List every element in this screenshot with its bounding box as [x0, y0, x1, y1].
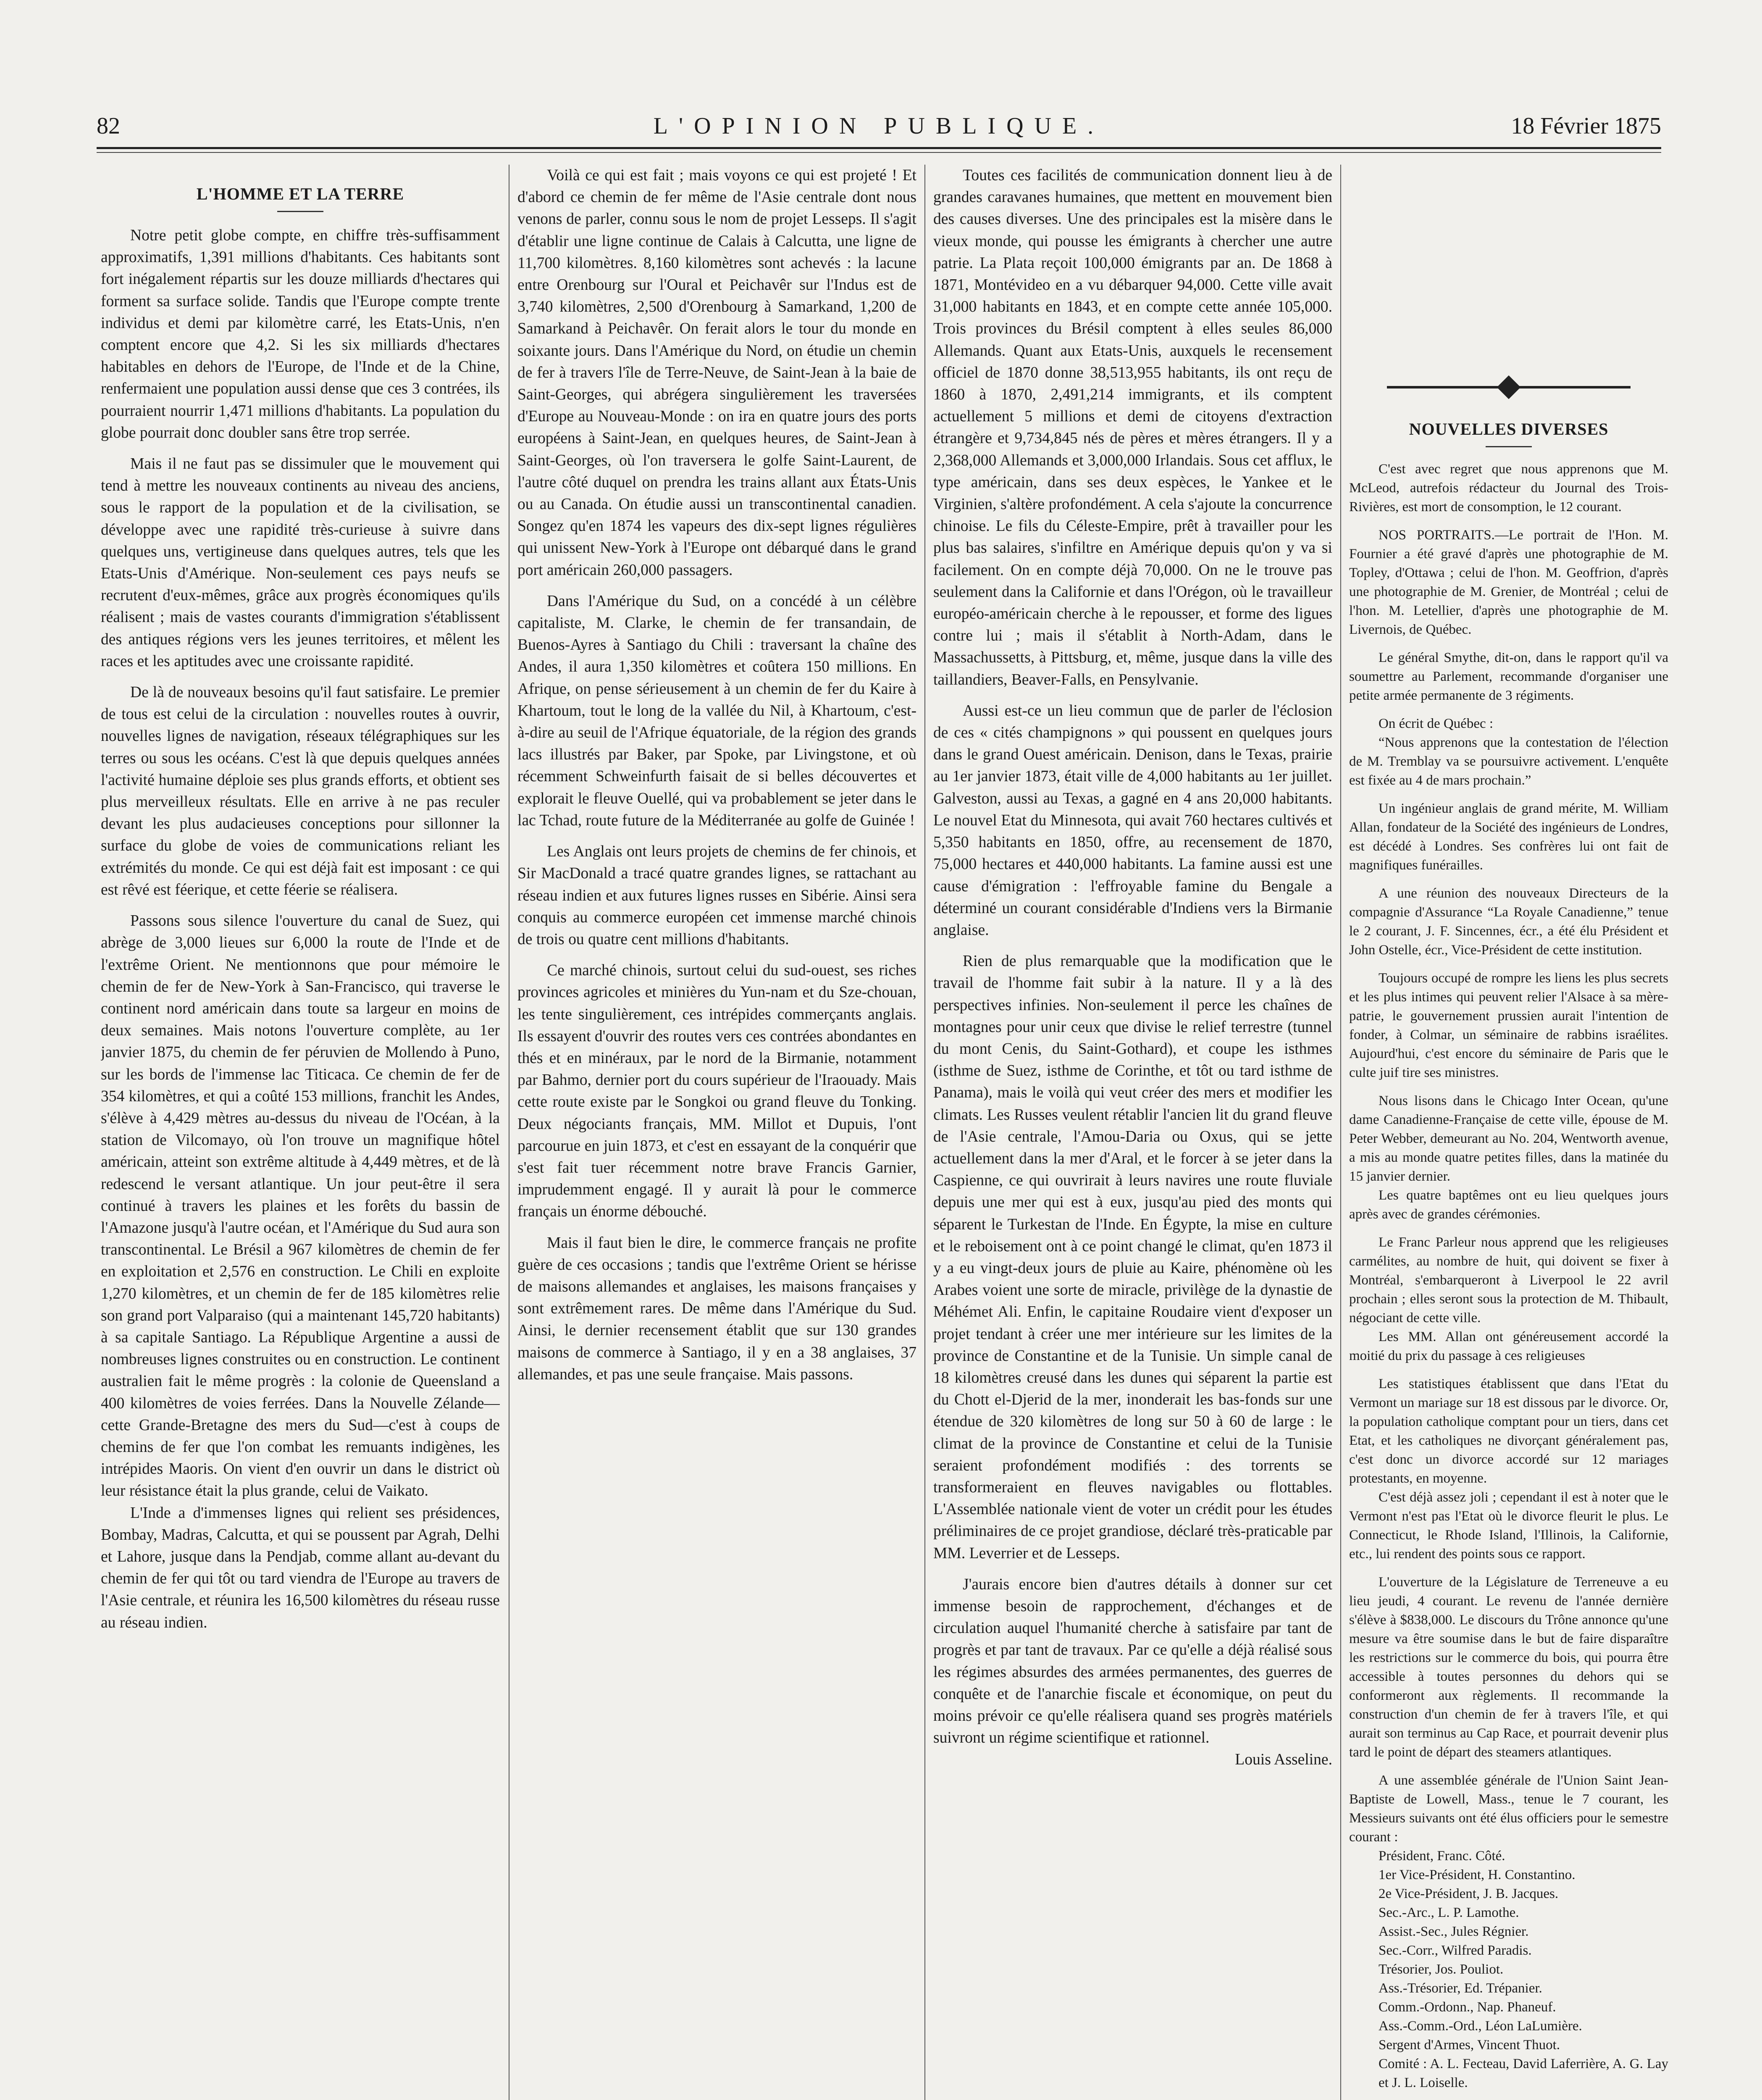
column-3	[933, 165, 1332, 2100]
article-paragraph: Les Anglais ont leurs projets de chemins de fer chinois, et Sir MacDonald a tracé quatre grandes lignes, se rattachant au réseau indien et aux futures lignes russes en Sibérie. Ainsi sera conquis au commerce européen cet immense marché chinois de trois ou quatre cent millions d'habitants.	[517, 843, 916, 948]
officer-entry: Ass.-Trésorier, Ed. Trépanier.	[1379, 1981, 1542, 1996]
news-item: L'ouverture de la Législature de Terreneuve a eu lieu jeudi, 4 courant. Le revenu de l'année dernière s'élève à $838,000. Le discours du Trône annonce qu'une mesure va être soumise dans le but de faire disparaître les restrictions sur le commerce du bois, qui pourra être accessible à toutes personnes du dehors qui se conformeront aux règlements. Il recommande la construction d'un chemin de fer à travers l'île, et qui aurait son terminus au Cap Race, et pourrait devenir plus tard le point de départ des steamers atlantiques.	[1349, 1575, 1668, 1760]
column-divider	[924, 165, 925, 2100]
officer-entry: 2e Vice-Président, J. B. Jacques.	[1379, 1886, 1559, 1901]
column-2	[517, 165, 916, 2100]
article-paragraph: Rien de plus remarquable que la modification que le travail de l'homme fait subir à la nature. Il y a là des perspectives infinies. Non-seulement il perce les chaînes de montagnes pour unir ceux que divise le relief terrestre (tunnel du mont Cenis, du Saint-Gothard), et coupe les isthmes (isthme de Suez, isthme de Corinthe, et tôt ou tard isthme de Panama), mais le voilà qui veut créer des mers et modifier les climats. Les Russes veulent rétablir l'ancien lit du grand fleuve de l'Asie centrale, l'Amou-Daria ou Oxus, qui se jette actuellement dans la mer d'Aral, et le forcer à se jeter dans la Caspienne, ce qui ouvrirait à leurs navires une route fluviale depuis une mer qui est à eux, jusqu'au pied des monts qui séparent le Turkestan de l'Inde. En Égypte, la mise en culture et le reboisement ont à ce point changé le climat, qu'en 1873 il y a eu vingt-deux jours de pluie au Kaire, phénomène où les Arabes voient une sorte de miracle, privilège de la dynastie de Méhémet Ali. Enfin, le capitaine Roudaire vient d'exposer un projet tendant à créer une mer intérieure sur les limites de la province de Constantine et de la Tunisie. Un simple canal de 18 kilomètres creusé dans les dunes qui séparent la partie est du Chott el-Djerid de la mer, inonderait les bas-fonds sur une étendue de 320 kilomètres de long sur 50 à 60 de large : le climat de la province de Constantine et celui de la Tunisie seraient profondément modifiés : des torrents se transformeraient en fleuves navigables ou flottables. L'Assemblée nationale vient de voter un crédit pour les études préliminaires de ce projet grandiose, déclaré très-praticable par MM. Leverrier et de Lesseps.	[933, 953, 1332, 1562]
article-title: L'HOMME ET LA TERRE	[196, 184, 404, 203]
news-item: On écrit de Québec :	[1379, 716, 1494, 731]
article-paragraph: Passons sous silence l'ouverture du canal de Suez, qui abrège de 3,000 lieues sur 6,000 la route de l'Inde et de l'extrême Orient. Ne mentionnons que pour mémoire le chemin de fer de New-York à San-Francisco, qui traverse le continent nord américain dans toute sa largeur en moins de deux semaines. Mais notons l'ouverture complète, au 1er janvier 1875, du chemin de fer péruvien de Mollendo à Puno, sur les bords de l'immense lac Titicaca. Ce chemin de fer de 354 kilomètres, et qui a coûté 153 millions, franchit les Andes, s'élève à 4,429 mètres au-dessus du niveau de l'Océan, à la station de Vilcomayo, où l'on trouve un magnifique hôtel américain, atteint son extrême altitude à 4,449 mètres, et de là redescend le versant atlantique. Un jour peut-être il sera continué à travers les plaines et les forêts du bassin de l'Amazone jusqu'à l'autre océan, et l'Amérique du Sud aura son transcontinental. Le Brésil a 967 kilomètres de chemin de fer en exploitation et 2,576 en construction. Le Chili en exploite 1,270 kilomètres, et un chemin de fer de 185 kilomètres relie son grand port Valparaiso (qui a maintenant 145,720 habitants) à sa capitale Santiago. La République Argentine a aussi de nombreuses lignes construites ou en construction. Le continent australien fait le même progrès : la colonie de Queensland a 400 kilomètres de voies ferrées. Dans la Nouvelle Zélande—cette Grande-Bretagne des mers du Sud—c'est à coups de chemins de fer que l'on combat les remuants indigènes, les intrépides Maoris. On vient d'en ouvrir un dans le district où leur résistance était la plus grande, celui de Vaikato.	[101, 912, 500, 1500]
news-item: Les statistiques établissent que dans l'Etat du Vermont un mariage sur 18 est dissous par le divorce. Or, la population catholique comptant pour un tiers, dans cet Etat, et les catholiques ne divorçant généralement pas, c'est donc un divorce accordé sur 12 mariages protestants, en moyenne.	[1349, 1376, 1668, 1486]
masthead	[97, 113, 1661, 150]
column-divider	[1340, 165, 1341, 2100]
masthead-rule-thin	[97, 152, 1661, 153]
title-rule	[277, 211, 323, 212]
section-ornament	[1349, 375, 1668, 400]
article-paragraph: Toutes ces facilités de communication donnent lieu à de grandes caravanes humaines, que mettent en mouvement bien des causes diverses. Une des principales est la misère dans le vieux monde, qui pousse les émigrants à chercher une autre patrie. La Plata reçoit 100,000 émigrants par an. De 1868 à 1871, Montévideo en a vu débarquer 94,000. Cette ville avait 31,000 habitants en 1843, et en compte cette année 105,000. Trois provinces du Brésil comptent à elles seules 86,000 Allemands. Quant aux Etats-Unis, auxquels le recensement officiel de 1870 donne 38,513,955 habitants, ils ont reçu de 1860 à 1870, 2,491,214 immigrants, et ils comptent actuellement 5 millions et demi de citoyens d'extraction étrangère et 9,734,845 nés de pères et mères étrangers. Il y a 2,368,000 Allemands et 3,000,000 Irlandais. Sous cet afflux, le type américain, dans ses deux espèces, le Yankee et le Virginien, s'altère profondément. A cela s'ajoute la concurrence chinoise. Le fils du Céleste-Empire, prêt à travailler pour les plus bas salaires, s'infiltre en Amérique depuis qu'on y va si facilement. On en compte déjà 70,000. On ne le trouve pas seulement dans la Californie et dans l'Orégon, où le travailleur européo-américain cherche à le repousser, et forme des ligues contre lui ; mais il s'établit à North-Adam, dans le Massachussetts, à Pittsburg, et, même, jusque dans la ville des taillandiers, Beaver-Falls, en Pensylvanie.	[933, 167, 1332, 688]
news-item: NOS PORTRAITS.—Le portrait de l'Hon. M. Fournier a été gravé d'après une photographie de M. Topley, d'Ottawa ; celui de l'hon. M. Geoffrion, d'après une photographie de M. Grenier, de Montréal ; celui de l'hon. M. Letellier, d'après une photographie de M. Livernois, de Québec.	[1349, 528, 1668, 637]
article-paragraph: Mais il faut bien le dire, le commerce français ne profite guère de ces occasions ; tandis que l'extrême Orient se hérisse de maisons allemandes et anglaises, les maisons françaises y sont extrêmement rares. De même dans l'Amérique du Sud. Ainsi, le dernier recensement établit que sur 130 grandes maisons de commerce à Santiago, il y en a 38 anglaises, 37 allemandes, et pas une seule française. Mais passons.	[517, 1234, 916, 1383]
title-rule	[1486, 446, 1532, 447]
officer-list	[1349, 1847, 1668, 2092]
officer-entry: 1er Vice-Président, H. Constantino.	[1379, 1867, 1576, 1882]
article-paragraph: Mais il ne faut pas se dissimuler que le mouvement qui tend à mettre les nouveaux continents au niveau des anciens, sous le rapport de la population et de la civilisation, se développe avec une rapidité très-curieuse à suivre dans quelques uns, vertigineuse dans quelques autres, tels que les Etats-Unis d'Amérique. Non-seulement ces pays neufs se recrutent d'eux-mêmes, grâce aux progrès économiques qu'ils réalisent ; mais de vastes courants d'immigration s'établissent des antiques régions vers les jeunes territoires, et mêlent les races et les aptitudes avec une croissante rapidité.	[101, 455, 500, 670]
column-1	[101, 165, 500, 2100]
news-item: C'est avec regret que nous apprenons que M. McLeod, autrefois rédacteur du Journal des Trois-Rivières, est mort de consomption, le 12 courant.	[1349, 462, 1668, 514]
officer-entry: Sec.-Corr., Wilfred Paradis.	[1379, 1943, 1532, 1958]
officer-entry: Président, Franc. Côté.	[1379, 1848, 1505, 1864]
news-item: Nous lisons dans le Chicago Inter Ocean, qu'une dame Canadienne-Française de cette ville, épouse de M. Peter Webber, demeurant au No. 204, Wentworth avenue, a mis au monde quatre petites filles, dans la matinée du 15 janvier dernier.	[1349, 1093, 1668, 1184]
officer-entry: Ass.-Comm.-Ord., Léon LaLumière.	[1379, 2019, 1582, 2034]
news-item: Le général Smythe, dit-on, dans le rapport qu'il va soumettre au Parlement, recommande d'organiser une petite armée permanente de 3 régiments.	[1349, 650, 1668, 703]
page-number: 82	[97, 113, 120, 139]
officer-entry: Comm.-Ordonn., Nap. Phaneuf.	[1379, 2000, 1556, 2015]
article-paragraph: Aussi est-ce un lieu commun que de parler de l'éclosion de ces « cités champignons » qui poussent en quelques jours dans le grand Ouest américain. Denison, dans le Texas, prairie au 1er janvier 1873, était ville de 4,000 habitants au 1er juillet. Galveston, aussi au Texas, a gagné en 4 ans 20,000 habitants. Le nouvel Etat du Minnesota, qui avait 760 hectares cultivés et 5,350 habitants en 1850, offre, au recensement de 1870, 75,000 hectares et 440,000 habitants. La famine aussi est une cause d'émigration : l'effroyable famine du Bengale a déterminé un courant considérable d'Indiens vers la Birmanie anglaise.	[933, 702, 1332, 939]
officer-entry: Comité : A. L. Fecteau, David Laferrière, A. G. Lay et J. L. Loiselle.	[1379, 2056, 1668, 2090]
column-4	[1349, 165, 1668, 2100]
issue-date: 18 Février 1875	[1511, 113, 1661, 139]
news-item: C'est déjà assez joli ; cependant il est à noter que le Vermont n'est pas l'Etat où le divorce fleurit le plus. Le Connecticut, le Rhode Island, l'Illinois, la Californie, etc., lui rendent des points sous ce rapport.	[1349, 1490, 1668, 1562]
article-signature: Louis Asseline.	[1235, 1751, 1332, 1769]
officer-entry: Trésorier, Jos. Pouliot.	[1379, 1962, 1504, 1977]
news-item: Toujours occupé de rompre les liens les plus secrets et les plus intimes qui peuvent relier l'Alsace à sa mère-patrie, le gouvernement prussien aurait l'intention de fonder, à Colmar, un séminaire de rabbins israélites. Aujourd'hui, c'est encore du séminaire de Paris que le culte juif tire ses ministres.	[1349, 971, 1668, 1080]
news-item: Les MM. Allan ont généreusement accordé la moitié du prix du passage à ces religieuses	[1349, 1329, 1668, 1363]
news-item: A une assemblée générale de l'Union Saint Jean-Baptiste de Lowell, Mass., tenue le 7 courant, les Messieurs suivants ont été élus officiers pour le semestre courant :	[1349, 1773, 1668, 1845]
article-paragraph: Dans l'Amérique du Sud, on a concédé à un célèbre capitaliste, M. Clarke, le chemin de fer transandain, de Buenos-Ayres à Santiago du Chili : traversant la chaîne des Andes, il aura 1,350 kilomètres et coûtera 150 millions. En Afrique, on pense sérieusement à un chemin de fer du Kaire à Khartoum, tout le long de la vallée du Nil, à Khartoum, c'est-à-dire au seuil de l'Afrique équatoriale, de la région des grands lacs illustrés par Baker, par Spoke, par Livingstone, et où récemment Schweinfurth faisait de si belles découvertes et explorait le fleuve Ouellé, qui va probablement se jeter dans le lac Tchad, route future de la Méditerranée au golfe de Guinée !	[517, 592, 916, 829]
article-paragraph: De là de nouveaux besoins qu'il faut satisfaire. Le premier de tous est celui de la circulation : nouvelles routes à ouvrir, nouvelles lignes de navigation, réseaux télégraphiques sur les terres ou sous les océans. C'est là que depuis quelques années l'activité humaine déploie ses plus grands efforts, et obtient ses plus merveilleux résultats. Elle en arrive à ne pas reculer devant les plus audacieuses conceptions pour sillonner la surface du globe de voies de communications reliant les extrémités du monde. Ce qui est déjà fait est imposant : ce qui est rêvé est féerique, et cette féerie se réalisera.	[101, 684, 500, 898]
officer-entry: Sec.-Arc., L. P. Lamothe.	[1379, 1905, 1519, 1920]
article-paragraph: Notre petit globe compte, en chiffre très-suffisamment approximatifs, 1,391 millions d'habitants. Ces habitants sont fort inégalement répartis sur les douze milliards d'hectares qui forment sa surface solide. Tandis que l'Europe compte trente individus et demi par kilomètre carré, les Etats-Unis, n'en comptent encore que 4,2. Si les six milliards d'hectares habitables en dehors de l'Europe, de l'Inde et de la Chine, renfermaient une population aussi dense que ces 3 contrées, ils pourraient nourrir 1,471 millions d'habitants. La population du globe pourrait donc doubler sans être trop serrée.	[101, 227, 500, 441]
officer-entry: Sergent d'Armes, Vincent Thuot.	[1379, 2037, 1560, 2053]
article-paragraph: L'Inde a d'immenses lignes qui relient ses présidences, Bombay, Madras, Calcutta, et qui se poussent par Agrah, Delhi et Lahore, jusque dans la Pendjab, comme allant au-devant du chemin de fer qui tôt ou tard viendra de l'Europe au travers de l'Asie centrale, et réunira les 16,500 kilomètres du réseau russe au réseau indien.	[101, 1504, 500, 1631]
news-section-title: NOUVELLES DIVERSES	[1409, 420, 1609, 438]
news-item: A une réunion des nouveaux Directeurs de la compagnie d'Assurance “La Royale Canadienne,” tenue le 2 courant, J. F. Sincennes, écr., a été élu Président et John Ostelle, écr., Vice-Président de cette institution.	[1349, 886, 1668, 958]
article-paragraph: Voilà ce qui est fait ; mais voyons ce qui est projeté ! Et d'abord ce chemin de fer même de l'Asie centrale dont nous venons de parler, connu sous le nom de projet Lesseps. Il s'agit d'établir une ligne continue de Calais à Calcutta, une ligne de 11,700 kilomètres. 8,160 kilomètres sont achevés : la lacune entre Orenbourg sur l'Oural et Peichavêr sur l'Indus est de 3,740 kilomètres, 2,500 d'Orenbourg à Samarkand, 1,200 de Samarkand à Peichavêr. On ferait alors le tour du monde en soixante jours. Dans l'Amérique du Nord, on étudie un chemin de fer à travers l'île de Terre-Neuve, de Saint-Jean à la baie de Saint-Georges, qui abrégera singulièrement les traversées d'Europe au Nouveau-Monde : on ira en quatre jours des ports européens à Saint-Jean, en quelques heures, de Saint-Jean à Saint-Georges, où l'on traversera le golfe Saint-Laurent, de l'autre côté duquel on prendra les trains allant aux États-Unis ou au Canada. On étudie aussi un transcontinental canadien. Songez qu'en 1874 les vapeurs des dix-sept lignes régulières qui unissent New-York à l'Europe ont débarqué dans le grand port américain 260,000 passagers.	[517, 167, 916, 579]
news-item: Le Franc Parleur nous apprend que les religieuses carmélites, au nombre de huit, qui doivent se fixer à Montréal, s'embarqueront à Liverpool le 22 avril prochain ; elles seront sous la protection de M. Thibault, négociant de cette ville.	[1349, 1235, 1668, 1326]
article-paragraph: J'aurais encore bien d'autres détails à donner sur cet immense besoin de rapprochement, d'échanges et de circulation auquel l'humanité cherche à satisfaire par tant de progrès et par tant de travaux. Par ce qu'elle a déjà réalisé sous les régimes absurdes des armées permanentes, des guerres de conquête et de l'anarchie fiscale et économique, on peut du moins prévoir ce qu'elle réalisera quand ses progrès matériels suivront un régime scientifique et rationnel.	[933, 1575, 1332, 1747]
masthead-rule	[97, 147, 1661, 149]
news-item: Un ingénieur anglais de grand mérite, M. William Allan, fondateur de la Société des ingénieurs de Londres, est décédé à Londres. Ses confrères lui ont fait de magnifiques funérailles.	[1349, 801, 1668, 873]
news-item: “Nous apprenons que la contestation de l'élection de M. Tremblay va se poursuivre activement. L'enquête est fixée au 4 de mars prochain.”	[1349, 735, 1668, 788]
officer-entry: Assist.-Sec., Jules Régnier.	[1379, 1924, 1529, 1939]
news-item: Les quatre baptêmes ont eu lieu quelques jours après avec de grandes cérémonies.	[1349, 1188, 1668, 1222]
article-paragraph: Ce marché chinois, surtout celui du sud-ouest, ses riches provinces agricoles et minières du Yun-nam et du Sze-chouan, les tente singulièrement, ces intrépides commerçants anglais. Ils essayent d'ouvrir des routes vers ces contrées abondantes en thés et en minéraux, par le nord de la Birmanie, notamment par Bahmo, dernier port du cours supérieur de l'Iraouady. Mais cette route existe par le Songkoi ou grand fleuve du Tonking. Deux négociants français, MM. Millot et Dupuis, l'ont parcourue en juin 1873, et c'est en essayant de la conquérir que s'est fait tuer récemment notre brave Francis Garnier, imprudemment engagé. Il y aurait là pour le commerce français un énorme débouché.	[517, 962, 916, 1221]
newspaper-title: L'OPINION PUBLIQUE.	[653, 113, 1105, 139]
